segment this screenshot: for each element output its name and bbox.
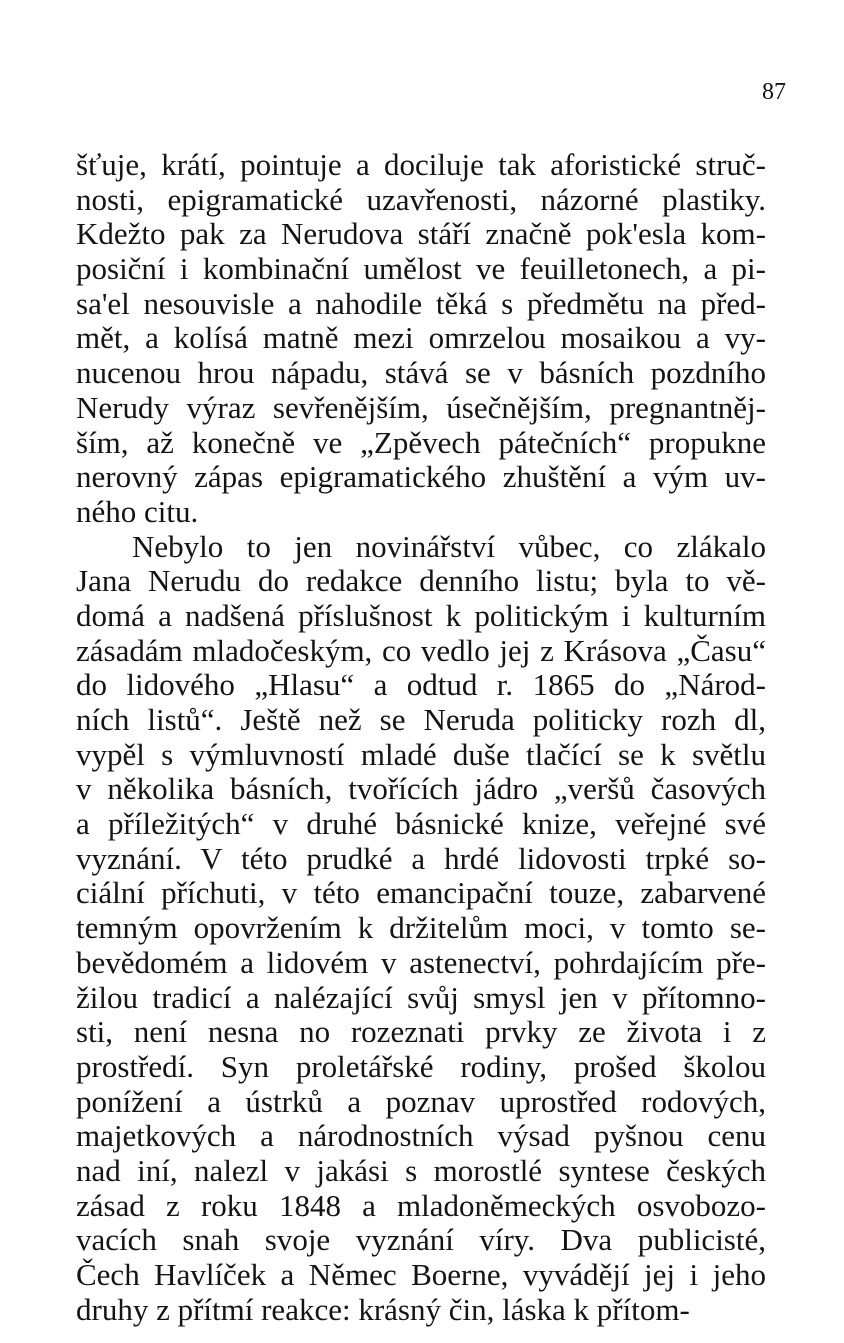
text-line: prostředí. Syn proletářské rodiny, prošed školou	[76, 1048, 766, 1084]
paragraph	[76, 530, 766, 1328]
text-line: ším, až konečně ve „Zpěvech pátečních“ propukne	[76, 424, 766, 460]
page-number: 87	[762, 79, 786, 105]
text-line: sti, není nesna no rozeznati prvky ze života i z	[76, 1014, 766, 1050]
text-line: vacích snah svoje vyznání víry. Dva publicisté,	[76, 1222, 766, 1258]
text-line: Nebylo to jen novinářství vůbec, co zlákalo	[132, 528, 766, 564]
text-line: Jana Nerudu do redakce denního listu; byla to vě-	[76, 563, 766, 599]
text-line: sa'el nesouvisle a nahodile těká s předmětu na před-	[76, 285, 766, 321]
text-line: do lidového „Hlasu“ a odtud r. 1865 do „Národ-	[76, 667, 766, 703]
text-line: nad iní, nalezl v jakási s morostlé syntese českých	[76, 1152, 766, 1188]
text-line: Čech Havlíček a Němec Boerne, vyvádějí jej i jeho	[76, 1257, 766, 1292]
text-line: ponížení a ústrků a poznav uprostřed rodových,	[76, 1083, 766, 1119]
body-text	[76, 148, 766, 1327]
text-line: v několika básních, tvořících jádro „veršů časových	[76, 771, 766, 807]
text-line: ních listů“. Ještě než se Neruda politicky rozh dl,	[76, 702, 766, 737]
text-line: bevědomém a lidovém v astenectví, pohrdajícím pře-	[76, 944, 766, 980]
text-line: zásadám mladočeským, co vedlo jej z Krásova „Času“	[76, 632, 766, 668]
paragraph	[76, 148, 766, 530]
text-line: a příležitých“ v druhé básnické knize, veřejné své	[76, 806, 766, 842]
text-line: mět, a kolísá matně mezi omrzelou mosaikou a vy-	[76, 320, 766, 356]
text-line: ného citu.	[76, 493, 199, 529]
text-line: žilou tradicí a nalézající svůj smysl jen v přítomno-	[76, 979, 766, 1015]
text-line: zásad z roku 1848 a mladoněmeckých osvobozo-	[76, 1187, 766, 1223]
text-line: majetkových a národnostních výsad pyšnou cenu	[76, 1118, 766, 1154]
text-line: posiční i kombinační umělost ve feuilletonech, a pi-	[76, 251, 766, 287]
text-line: druhy z přítmí reakce: krásný čin, láska k přítom-	[76, 1291, 690, 1327]
text-line: nerovný zápas epigramatického zhuštění a vým uv-	[76, 459, 766, 495]
text-line: domá a nadšená příslušnost k politickým i kulturním	[76, 597, 766, 633]
text-line: ciální příchuti, v této emancipační touze, zabarvené	[76, 875, 766, 911]
text-line: nucenou hrou nápadu, stává se v básních pozdního	[76, 355, 766, 391]
text-line: nosti, epigramatické uzavřenosti, názorné plastiky.	[76, 181, 766, 217]
text-line: Kdežto pak za Nerudova stáří značně pok'esla kom-	[76, 216, 766, 252]
text-line: šťuje, krátí, pointuje a dociluje tak aforistické struč-	[76, 147, 766, 182]
text-line: vypěl s výmluvností mladé duše tlačící se k světlu	[76, 736, 766, 772]
text-line: vyznání. V této prudké a hrdé lidovosti trpké so-	[76, 840, 766, 876]
text-line: temným opovržením k držitelům moci, v tomto se-	[76, 910, 766, 946]
text-line: Nerudy výraz sevřenějším, úsečnějším, pregnantněj-	[76, 389, 766, 425]
